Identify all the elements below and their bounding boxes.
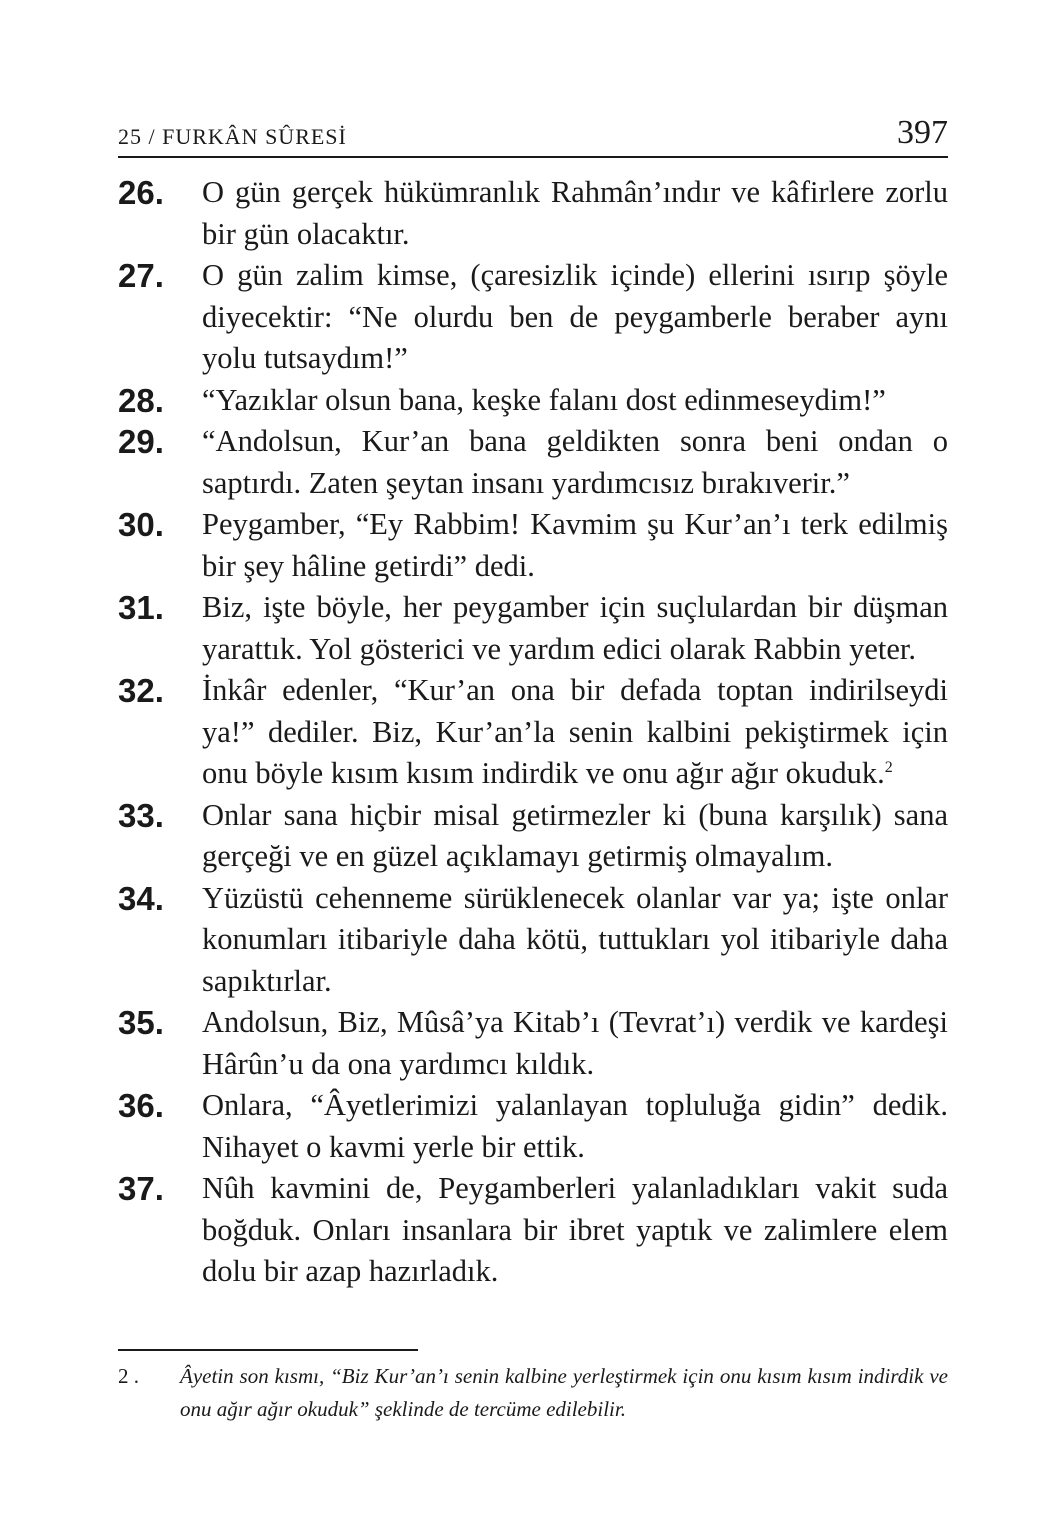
verse-27	[118, 255, 948, 380]
verse-number: 30.	[118, 506, 164, 543]
verse-text: Andolsun, Biz, Mûsâ’ya Kitab’ı (Tevrat’ı) verdik ve kardeşi Hârûn’u da ona yardımcı kıldık.	[202, 1005, 948, 1081]
verse-text: “Yazıklar olsun bana, keşke falanı dost edinmeseydim!”	[202, 382, 886, 417]
footnote-text: Âyetin son kısmı, “Biz Kur’an’ı senin kalbine yerleştirmek için onu kısım kısım indirdik ve onu ağır ağır okuduk” şeklinde de tercüme edilebilir.	[180, 1364, 948, 1421]
verse-37	[118, 1168, 948, 1293]
verse-text: Nûh kavmini de, Peygamberleri yalanladıkları vakit suda boğduk. Onları insanlara bir ibret yaptık ve zalimlere elem dolu bir azap hazırladık.	[202, 1171, 948, 1288]
page-number: 397	[897, 114, 948, 151]
verse-text: Peygamber, “Ey Rabbim! Kavmim şu Kur’an’ı terk edilmiş bir şey hâline getirdi” dedi.	[202, 507, 948, 583]
page-header	[118, 108, 948, 158]
verse-36	[118, 1085, 948, 1168]
verse-35	[118, 1002, 948, 1085]
verse-33	[118, 795, 948, 878]
verse-text: İnkâr edenler, “Kur’an ona bir defada toptan indirilseydi ya!” dediler. Biz, Kur’an’la senin kalbini pekiştirmek için onu böyle kısım kısım indirdik ve onu ağır ağır okuduk.	[202, 673, 948, 790]
footnote-number: 2 .	[118, 1364, 139, 1388]
verse-number: 27.	[118, 257, 164, 294]
verse-number: 31.	[118, 589, 164, 626]
verse-number: 35.	[118, 1004, 164, 1041]
verse-29	[118, 421, 948, 504]
verse-number: 32.	[118, 672, 164, 709]
verse-26	[118, 172, 948, 255]
running-title: 25 / FURKÂN SÛRESİ	[118, 124, 347, 149]
header-rule	[118, 156, 948, 158]
verse-31	[118, 587, 948, 670]
verse-text: Onlara, “Âyetlerimizi yalanlayan topluluğa gidin” dedik. Nihayet o kavmi yerle bir ettik.	[202, 1088, 948, 1164]
verse-text: Biz, işte böyle, her peygamber için suçlulardan bir düşman yarattık. Yol gösterici ve yardım edici olarak Rabbin yeter.	[202, 590, 948, 666]
verse-text: O gün gerçek hükümranlık Rahmân’ındır ve kâfirlere zorlu bir gün olacaktır.	[202, 175, 948, 251]
footnote-divider	[118, 1349, 418, 1351]
verse-number: 28.	[118, 381, 164, 419]
verse-number: 37.	[118, 1170, 164, 1207]
verse-text: O gün zalim kimse, (çaresizlik içinde) ellerini ısırıp şöyle diyecektir: “Ne olurdu ben de peygamberle beraber aynı yolu tutsaydım!”	[202, 258, 948, 375]
verse-34	[118, 878, 948, 1003]
verse-number: 34.	[118, 879, 164, 917]
verse-30	[118, 504, 948, 587]
verse-text: “Andolsun, Kur’an bana geldikten sonra beni ondan o saptırdı. Zaten şeytan insanı yardımcısız bırakıverir.”	[202, 424, 948, 500]
footnote-marker[interactable]: 2	[884, 758, 893, 776]
verse-text: Onlar sana hiçbir misal getirmezler ki (buna karşılık) sana gerçeği ve en güzel açıklamayı getirmiş olmayalım.	[202, 797, 948, 873]
verse-28	[118, 380, 948, 422]
verse-list	[118, 172, 948, 1293]
verse-32	[118, 670, 948, 795]
verse-number: 36.	[118, 1087, 164, 1124]
verse-text: Yüzüstü cehenneme sürüklenecek olanlar var ya; işte onlar konumları itibariyle daha kötü, tuttukları yol itibariyle daha sapıktırlar.	[202, 880, 948, 998]
verse-number: 26.	[118, 174, 164, 211]
footnote	[118, 1360, 948, 1426]
verse-number: 29.	[118, 423, 164, 460]
verse-number: 33.	[118, 796, 164, 834]
